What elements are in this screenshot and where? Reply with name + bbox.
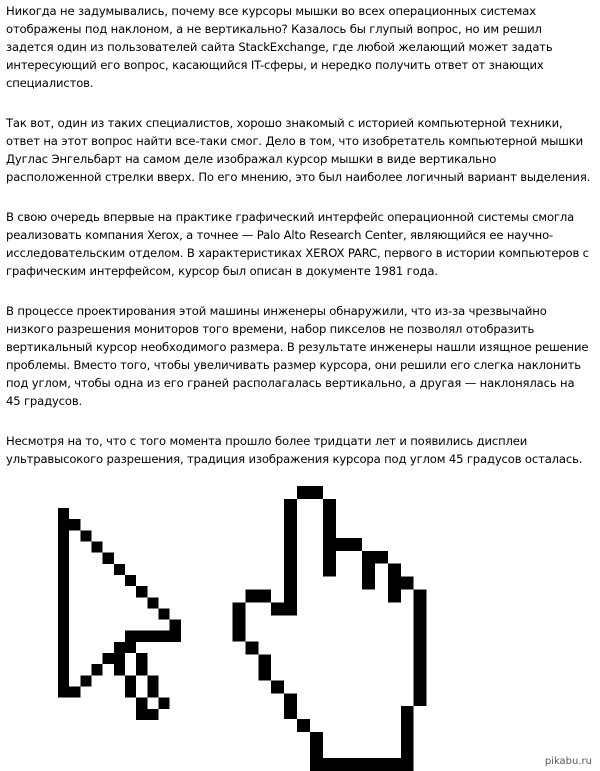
site-watermark: pikabu.ru — [544, 756, 592, 767]
pixel-hand-cursor-icon — [232, 486, 440, 771]
article-paragraph-3: В свою очередь впервые на практике графический интерфейс операционной системы смогла реализовать компания Xerox, а точнее — Palo Alto Research Center, являющийся ее научно-исследовательским отделом. В характеристиках XEROX PARC, первого в истории компьютеров с графическим интерфейсом, курсор был описан в документе 1981 года. — [6, 210, 589, 278]
cursor-illustration — [0, 480, 600, 771]
article-body — [6, 2, 592, 490]
article-paragraph-4: В процессе проектирования этой машины инженеры обнаружили, что из-за чрезвычайно низкого разрешения мониторов того времени, набор пикселов не позволял отобразить вертикальный курсор необходимого размера. В результате инженеры нашли изящное решение проблемы. Вместо того, чтобы увеличивать размер курсора, они решили его слегка наклонить под углом, чтобы одна из его граней располагалась вертикально, а другая — наклонялась на 45 градусов. — [6, 304, 589, 408]
pixel-arrow-cursor-icon — [50, 508, 200, 720]
article-paragraph-1: Никогда не задумывались, почему все курсоры мышки во всех операционных системах отображены под наклоном, а не вертикально? Казалось бы глупый вопрос, но им решил задется один из пользователей сайта StackExchange, где любой желающий может задать интересующий его вопрос, касающийся IT-сферы, и нередко получить ответ от знающих специалистов. — [6, 4, 553, 90]
article-paragraph-2: Так вот, один из таких специалистов, хорошо знакомый с историей компьютерной техники, ответ на этот вопрос найти все-таки смог. Дело в том, что изобретатель компьютерной мышки Дуглас Энгельбарт на самом деле изображал курсор мышки в виде вертикально расположенной стрелки вверх. По его мнению, это был наиболее логичный вариант выделения. — [6, 116, 591, 184]
article-paragraph-5: Несмотря на то, что с того момента прошло более тридцати лет и появились дисплеи ультравысокого разрешения, традиция изображения курсора под углом 45 градусов осталась. — [6, 434, 583, 466]
